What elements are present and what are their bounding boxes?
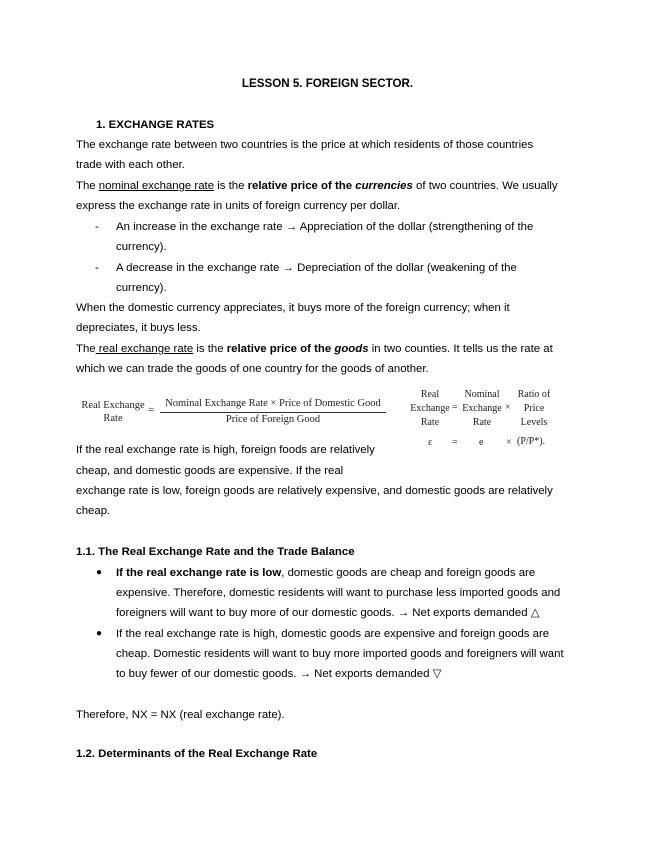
bold-italic-text: goods: [334, 343, 369, 355]
text-run: The: [76, 343, 96, 355]
formula-lhs-bottom: Rate: [103, 413, 123, 424]
formula2-col-real-exchange-rate: [408, 388, 452, 430]
bullet-marker: ●: [96, 567, 103, 578]
bullet-line: expensive. Therefore, domestic residents will want to purchase less imported goods and: [116, 587, 561, 599]
formula2-label: Nominal: [464, 389, 500, 400]
text-run: in two counties. It tells us the rate at: [368, 343, 553, 355]
section-heading-exchange-rates: 1. EXCHANGE RATES: [96, 119, 215, 131]
paragraph-line: exchange rate is low, foreign goods are relatively expensive, and domestic goods are relatively: [76, 485, 553, 497]
formula2-times: ×: [505, 402, 511, 413]
text-run: The: [76, 180, 99, 192]
bullet-line: foreigners will want to buy more of our domestic goods. → Net exports demanded △: [116, 607, 540, 619]
formula-denominator: Price of Foreign Good: [225, 414, 321, 425]
dash-item-line: currency).: [116, 241, 167, 253]
paragraph-line: When the domestic currency appreciates, it buys more of the foreign currency; when it: [76, 302, 510, 314]
formula2-label: Ratio of: [517, 389, 551, 400]
section-heading-determinants: 1.2. Determinants of the Real Exchange Rate: [76, 748, 318, 760]
bold-italic-text: currencies: [355, 180, 413, 192]
formula2-label: Price: [523, 403, 545, 414]
formula2-label: Exchange: [410, 403, 450, 414]
formula2-symbol-e: e: [479, 437, 484, 448]
formula2-col-price-levels: [512, 388, 556, 430]
formula-equals: =: [148, 404, 155, 416]
real-exchange-rate-term: real exchange rate: [95, 343, 194, 355]
conclusion: Therefore, NX = NX (real exchange rate).: [76, 709, 285, 721]
dash-item-line: A decrease in the exchange rate → Depreciation of the dollar (weakening of the: [116, 262, 517, 274]
formula-lhs: [78, 399, 148, 425]
text-run: is the: [214, 180, 248, 192]
formula2-label: Exchange: [462, 403, 502, 414]
nominal-rate-definition: [76, 178, 558, 194]
bold-text: relative price of the: [226, 343, 335, 355]
formula-lhs-top: Real Exchange: [81, 400, 145, 411]
bullet-marker: ●: [96, 628, 103, 639]
paragraph-line: If the real exchange rate is high, foreign foods are relatively: [76, 444, 375, 456]
text-run: is the: [193, 343, 227, 355]
formula2-symbol-equals: =: [452, 437, 458, 448]
paragraph-line: trade with each other.: [76, 159, 185, 171]
dash-item-line: An increase in the exchange rate → Appreciation of the dollar (strengthening of the: [116, 221, 534, 233]
bullet-line: If the real exchange rate is high, domestic goods are expensive and foreign goods are: [116, 628, 550, 640]
dash-marker: -: [95, 221, 99, 233]
formula2-label: Rate: [420, 417, 440, 428]
paragraph-line: The exchange rate between two countries is the price at which residents of those countries: [76, 139, 534, 151]
formula2-label: Rate: [472, 417, 492, 428]
text-run: of two countries. We usually: [412, 180, 558, 192]
real-rate-definition: [76, 341, 553, 357]
formula2-label: Levels: [520, 417, 548, 428]
paragraph-line: depreciates, it buys less.: [76, 322, 201, 334]
formula2-label: Real: [420, 389, 440, 400]
bullet-line: [116, 565, 535, 581]
nominal-exchange-rate-term: nominal exchange rate: [98, 180, 215, 192]
formula2-equals: =: [452, 402, 458, 413]
dash-marker: -: [95, 262, 99, 274]
text-run: , domestic goods are cheap and foreign goods are: [281, 567, 536, 579]
bold-text: relative price of the: [247, 180, 356, 192]
bullet-line: to buy fewer of our domestic goods. → Net exports demanded ▽: [116, 668, 442, 680]
bullet-line: cheap. Domestic residents will want to buy more imported goods and foreigners will want: [116, 648, 564, 660]
formula2-symbol-times: ×: [506, 437, 512, 448]
paragraph-line: cheap.: [76, 505, 111, 517]
bold-text: If the real exchange rate is low: [116, 567, 282, 579]
formula-numerator: Nominal Exchange Rate × Price of Domestic Good: [165, 398, 381, 409]
formula2-col-nominal-exchange-rate: [460, 388, 504, 430]
dash-item-line: currency).: [116, 282, 167, 294]
paragraph-line: cheap, and domestic goods are expensive. If the real: [76, 465, 344, 477]
section-heading-trade-balance: 1.1. The Real Exchange Rate and the Trade Balance: [76, 546, 355, 558]
paragraph-line: which we can trade the goods of one country for the goods of another.: [76, 363, 429, 375]
formula2-symbol-epsilon: ε: [428, 437, 433, 448]
page-title: LESSON 5. FOREIGN SECTOR.: [241, 77, 414, 90]
fraction-bar: [160, 412, 386, 413]
paragraph-line: express the exchange rate in units of foreign currency per dollar.: [76, 200, 401, 212]
formula2-symbol-price-ratio: (P/P*).: [517, 436, 546, 447]
